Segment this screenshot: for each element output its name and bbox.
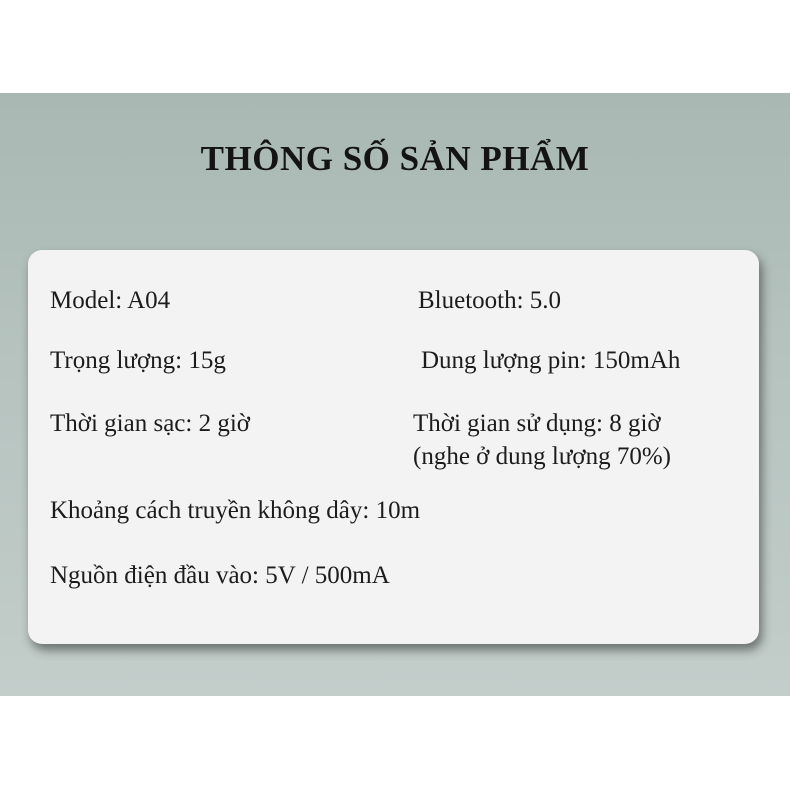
spec-bluetooth: Bluetooth: 5.0 xyxy=(418,287,562,314)
spec-banner xyxy=(0,93,790,696)
page-title: THÔNG SỐ SẢN PHẨM xyxy=(200,139,590,178)
spec-power-input: Nguồn điện đầu vào: 5V / 500mA xyxy=(50,562,390,589)
spec-usage-note: (nghe ở dung lượng 70%) xyxy=(413,443,672,470)
spec-battery: Dung lượng pin: 150mAh xyxy=(421,347,681,374)
spec-charge-time: Thời gian sạc: 2 giờ xyxy=(50,410,251,437)
spec-range: Khoảng cách truyền không dây: 10m xyxy=(50,497,421,524)
spec-model: Model: A04 xyxy=(50,287,171,314)
spec-weight: Trọng lượng: 15g xyxy=(50,347,226,374)
spec-card xyxy=(28,250,759,644)
spec-usage-time: Thời gian sử dụng: 8 giờ xyxy=(413,410,661,437)
